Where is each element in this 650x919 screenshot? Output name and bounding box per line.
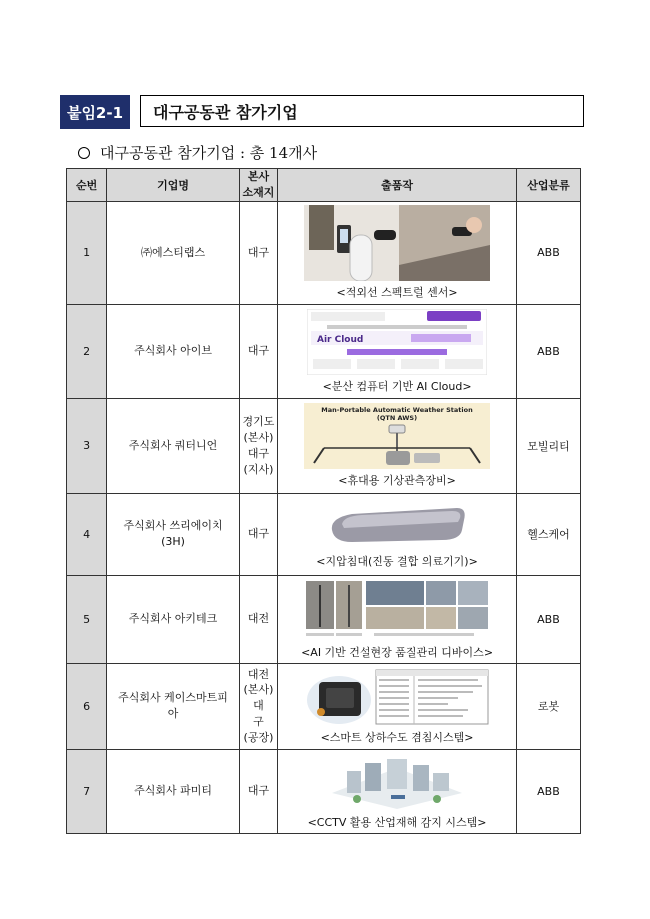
product-caption: <지압침대(진동 결합 의료기기)> bbox=[316, 554, 478, 568]
header-product: 출품작 bbox=[278, 169, 517, 202]
company-location: 대구 bbox=[239, 749, 277, 833]
construction-device-photo bbox=[304, 579, 490, 641]
product-caption: <분산 컴퓨터 기반 AI Cloud> bbox=[322, 379, 472, 393]
table-row bbox=[67, 398, 581, 493]
table-row bbox=[67, 749, 581, 833]
row-no: 3 bbox=[67, 398, 107, 493]
participants-table bbox=[66, 168, 581, 834]
table-header-row bbox=[67, 169, 581, 202]
company-name: 주식회사 쓰리에이치 (3H) bbox=[107, 493, 239, 575]
company-name: 주식회사 파미티 bbox=[107, 749, 239, 833]
product-cell bbox=[278, 304, 517, 398]
header-no: 순번 bbox=[67, 169, 107, 202]
product-caption: <스마트 상하수도 겸침시스템> bbox=[320, 730, 474, 744]
product-caption: <CCTV 활용 산업재해 감지 시스템> bbox=[307, 815, 487, 829]
company-location: 대전 (본사)대 구 (공장) bbox=[239, 663, 277, 749]
product-caption: <AI 기반 건설현장 품질관리 디바이스> bbox=[301, 645, 494, 659]
row-no: 7 bbox=[67, 749, 107, 833]
product-caption: <적외선 스펙트럴 센서> bbox=[336, 286, 458, 300]
industry: 헬스케어 bbox=[516, 493, 580, 575]
company-name: 주식회사 케이스마트피 아 bbox=[107, 663, 239, 749]
company-name: 주식회사 아키테크 bbox=[107, 575, 239, 663]
row-no: 5 bbox=[67, 575, 107, 663]
company-location: 대전 bbox=[239, 575, 277, 663]
row-no: 6 bbox=[67, 663, 107, 749]
table-row bbox=[67, 575, 581, 663]
company-location: 대구 bbox=[239, 493, 277, 575]
industry: 로봇 bbox=[516, 663, 580, 749]
attachment-badge: 붙임2-1 bbox=[60, 95, 130, 129]
product-cell bbox=[278, 398, 517, 493]
company-name: ㈜에스티랩스 bbox=[107, 201, 239, 304]
spectral-sensor-photo bbox=[304, 205, 490, 281]
summary-text: 대구공동관 참가기업 : 총 14개사 bbox=[100, 144, 318, 162]
table-row bbox=[67, 493, 581, 575]
table-row bbox=[67, 201, 581, 304]
ai-cloud-diagram bbox=[307, 309, 487, 375]
company-location: 경기도 (본사) 대구 (지사) bbox=[239, 398, 277, 493]
industry: 모빌리티 bbox=[516, 398, 580, 493]
product-caption: <휴대용 기상관측장비> bbox=[338, 474, 456, 488]
company-location: 대구 bbox=[239, 304, 277, 398]
table-row bbox=[67, 304, 581, 398]
header-name: 기업명 bbox=[107, 169, 239, 202]
product-cell bbox=[278, 201, 517, 304]
summary-line bbox=[78, 142, 317, 163]
company-name: 주식회사 아이브 bbox=[107, 304, 239, 398]
industry: ABB bbox=[516, 304, 580, 398]
table-row bbox=[67, 663, 581, 749]
product-cell bbox=[278, 663, 517, 749]
page-title: 대구공동관 참가기업 bbox=[140, 95, 584, 127]
cctv-city-illustration bbox=[327, 753, 467, 811]
industry: ABB bbox=[516, 749, 580, 833]
company-name: 주식회사 쿼터니언 bbox=[107, 398, 239, 493]
air-cloud-logo-text: Air Cloud bbox=[317, 334, 364, 345]
industry: ABB bbox=[516, 575, 580, 663]
weather-station-photo bbox=[304, 403, 490, 469]
row-no: 2 bbox=[67, 304, 107, 398]
page-header bbox=[60, 95, 586, 129]
circle-bullet-icon bbox=[78, 147, 90, 159]
product-cell bbox=[278, 749, 517, 833]
header-location: 본사 소재지 bbox=[239, 169, 277, 202]
massage-bed-photo bbox=[322, 500, 472, 550]
row-no: 4 bbox=[67, 493, 107, 575]
header-industry: 산업분류 bbox=[516, 169, 580, 202]
product-cell bbox=[278, 575, 517, 663]
water-meter-system-photo bbox=[304, 668, 490, 726]
weather-station-title: Man-Portable Automatic Weather Station bbox=[321, 406, 473, 415]
weather-station-subtitle: (QTN AWS) bbox=[376, 414, 418, 423]
company-location: 대구 bbox=[239, 201, 277, 304]
product-cell bbox=[278, 493, 517, 575]
row-no: 1 bbox=[67, 201, 107, 304]
industry: ABB bbox=[516, 201, 580, 304]
